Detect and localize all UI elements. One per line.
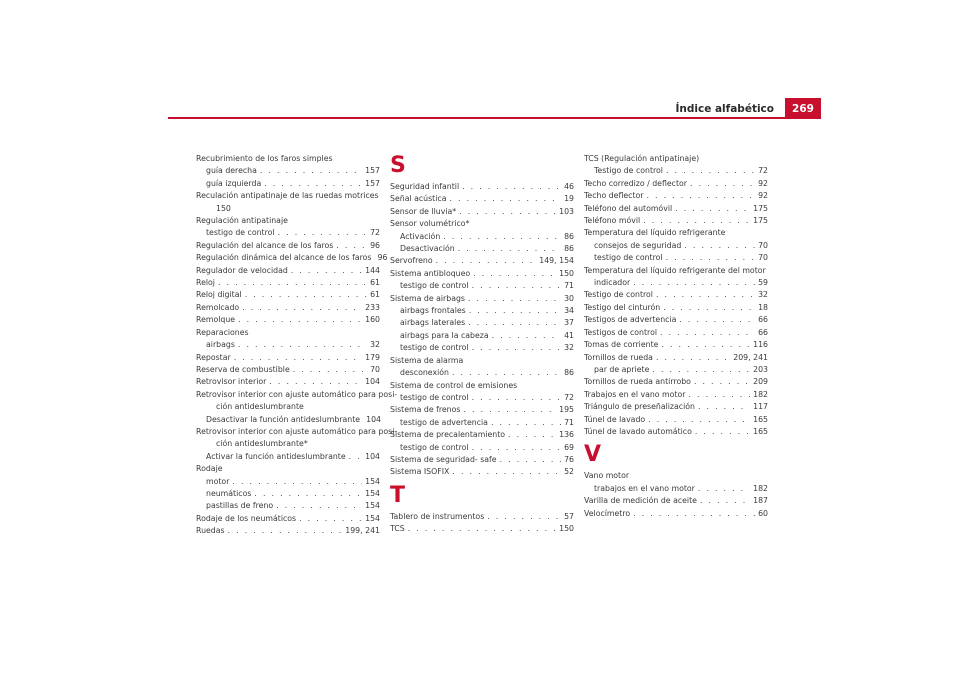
index-entry (584, 426, 768, 438)
leader-dots (473, 268, 556, 280)
index-entry (196, 252, 388, 264)
index-entry-term: testigo de control (594, 253, 663, 263)
index-entry-term: Testigo de control (594, 166, 663, 176)
index-entry (196, 525, 380, 537)
index-entry-term: Sistema de precalentamiento (390, 430, 506, 440)
leader-dots (694, 376, 750, 388)
index-entry-page: 154 (365, 476, 380, 486)
index-entry-term: airbags (206, 340, 235, 350)
index-entry (390, 317, 574, 329)
leader-dots (656, 352, 730, 364)
index-entry-term: Sistema de frenos (390, 405, 461, 415)
index-entry-page: 86 (564, 368, 574, 378)
index-entry (584, 389, 768, 401)
page-number: 269 (785, 98, 821, 118)
index-entry-page: 66 (758, 327, 768, 337)
index-entry: Sistema de alarma (390, 355, 464, 365)
index-entry-term: trabajos en el vano motor (594, 483, 695, 493)
index-entry-page: 209, 241 (733, 352, 768, 362)
index-list-t (390, 511, 574, 536)
index-entry-page: 86 (564, 244, 574, 254)
index-entry-term: Techo deflector (584, 191, 644, 201)
index-entry-term: Varilla de medición de aceite (584, 496, 697, 506)
leader-dots (463, 404, 556, 416)
index-entry-term: Reloj digital (196, 290, 242, 300)
index-entry-page: 144 (365, 265, 380, 275)
index-entry-term: Remolque (196, 315, 236, 325)
index-entry-page: 76 (564, 454, 574, 464)
leader-dots (408, 523, 556, 535)
index-entry (390, 268, 574, 280)
index-entry-term: par de apriete (594, 364, 650, 374)
index-entry-page: 66 (758, 315, 768, 325)
leader-dots (443, 231, 561, 243)
index-entry-page: 86 (564, 231, 574, 241)
index-entry-page: 182 (753, 389, 768, 399)
leader-dots (269, 376, 362, 388)
index-entry (584, 314, 768, 326)
leader-dots (663, 302, 755, 314)
index-entry-page: 18 (758, 302, 768, 312)
index-entry-page: 175 (753, 216, 768, 226)
index-entry-term: Seguridad infantil (390, 182, 460, 191)
index-entry: Rodaje (196, 464, 223, 474)
index-entry-term: Desactivar la función antideslumbrante (206, 414, 361, 424)
index-entry: ción antideslumbrante* (216, 439, 308, 449)
leader-dots (349, 451, 362, 463)
index-entry (390, 511, 574, 523)
index-entry-term: Retrovisor interior (196, 377, 267, 387)
index-entry (196, 513, 380, 525)
index-entry-page: 175 (753, 203, 768, 213)
leader-dots (656, 289, 755, 301)
leader-dots (472, 342, 561, 354)
index-entry (390, 523, 574, 535)
index-entry-page: 34 (564, 306, 574, 316)
index-entry (390, 367, 574, 379)
index-entry (196, 240, 380, 252)
index-entry-term: TCS (390, 524, 405, 534)
index-entry-page: 71 (564, 417, 574, 427)
index-entry-page: 150 (559, 524, 574, 534)
leader-dots (449, 193, 561, 205)
index-entry-term: testigo de control (206, 228, 275, 238)
page-header-title: Índice alfabético (675, 103, 774, 115)
header-rule (168, 117, 821, 119)
index-entry (584, 289, 768, 301)
index-entry: Regulación antipatinaje (196, 216, 288, 226)
index-entry-term: Techo corredizo / deflector (584, 178, 688, 188)
index-entry-term: Testigos de advertencia (584, 315, 677, 325)
leader-dots (276, 500, 362, 512)
index-entry-page: 32 (564, 343, 574, 353)
index-entry-term: Servofreno (390, 256, 433, 266)
index-entry-page: 104 (366, 414, 381, 424)
index-entry (390, 181, 574, 193)
leader-dots (218, 277, 367, 289)
leader-dots (700, 495, 750, 507)
leader-dots (458, 243, 561, 255)
index-entry-page: 69 (564, 442, 574, 452)
index-entry (390, 417, 574, 429)
leader-dots (336, 240, 367, 252)
index-entry (390, 392, 574, 404)
leader-dots (278, 227, 367, 239)
leader-dots (232, 476, 362, 488)
index-entry-page: 70 (758, 240, 768, 250)
index-entry-page: 71 (564, 281, 574, 291)
index-list-v (584, 470, 768, 520)
leader-dots (675, 203, 750, 215)
index-entry (390, 342, 574, 354)
index-entry-page: 41 (564, 330, 574, 340)
leader-dots (468, 317, 561, 329)
index-entry-page: 179 (365, 352, 380, 362)
index-entry-page: 199, 241 (345, 526, 380, 536)
leader-dots (238, 314, 362, 326)
leader-dots (462, 181, 561, 193)
index-entry-page: 70 (758, 253, 768, 263)
leader-dots (666, 252, 755, 264)
index-entry-page: 209 (753, 377, 768, 387)
index-entry-term: motor (206, 476, 230, 486)
index-entry (196, 190, 380, 202)
index-entry-term: Ruedas (196, 526, 225, 536)
index-entry-page: 96 (377, 253, 388, 263)
leader-dots (468, 293, 561, 305)
index-entry-term: guía izquierda (206, 178, 262, 188)
index-entry-page: 92 (758, 191, 768, 201)
leader-dots (469, 305, 561, 317)
index-entry-page: 136 (559, 430, 574, 440)
index-entry (196, 289, 380, 301)
index-entry-term: Teléfono del automóvil (584, 203, 673, 213)
index-entry: Sensor volumétrico* (390, 219, 470, 229)
leader-dots (508, 429, 556, 441)
index-entry: Recubrimiento de los faros simples (196, 154, 333, 163)
index-entry-term: Regulador de velocidad (196, 265, 288, 275)
index-list-s (390, 181, 574, 479)
index-entry-term: testigo de control (400, 442, 469, 452)
index-entry (390, 231, 574, 243)
leader-dots (698, 483, 750, 495)
leader-dots (491, 417, 561, 429)
leader-dots (633, 508, 755, 520)
leader-dots (487, 511, 561, 523)
index-entry-term: Trabajos en el vano motor (584, 389, 686, 399)
index-entry-page: 195 (559, 405, 574, 415)
index-entry (584, 495, 768, 507)
index-entry (196, 314, 380, 326)
index-entry-page: 52 (564, 467, 574, 477)
index-entry-page: 30 (564, 293, 574, 303)
index-entry (390, 255, 574, 267)
index-entry (196, 476, 380, 488)
index-entry-term: Sistema de seguridad- safe (390, 454, 497, 464)
index-entry (196, 352, 380, 364)
leader-dots (643, 215, 750, 227)
index-entry-term: Testigo del cinturón (584, 302, 661, 312)
index-entry-term: Sensor de lluvia* (390, 206, 457, 216)
index-entry-page: 92 (758, 178, 768, 188)
index-entry (584, 508, 768, 520)
index-entry: Temperatura del líquido refrigerante del motor (584, 265, 766, 275)
index-entry (196, 488, 380, 500)
index-entry (390, 206, 574, 218)
index-entry-term: airbags para la cabeza (400, 330, 489, 340)
leader-dots (228, 525, 343, 537)
index-entry (584, 352, 768, 364)
index-entry-page: 57 (564, 511, 574, 521)
index-entry-term: Desactivación (400, 244, 455, 254)
index-entry-term: Reserva de combustible (196, 364, 290, 374)
index-entry (584, 401, 768, 413)
index-entry-term: Triángulo de preseñalización (584, 402, 695, 412)
leader-dots (698, 401, 750, 413)
index-entry (390, 280, 574, 292)
index-entry (196, 414, 380, 426)
index-entry-page: 46 (564, 182, 574, 191)
leader-dots (436, 255, 537, 267)
index-entry-term: Teléfono móvil (584, 216, 641, 226)
index-entry (196, 364, 380, 376)
index-entry-term: Remolcado (196, 302, 240, 312)
index-entry: Temperatura del líquido refrigerante (584, 228, 726, 238)
index-entry-term: Rodaje de los neumáticos (196, 513, 297, 523)
index-entry (196, 500, 380, 512)
index-entry-page: 149, 154 (539, 256, 574, 266)
section-letter-s: S (390, 153, 406, 178)
leader-dots (472, 392, 561, 404)
index-column-2 (390, 153, 574, 536)
index-entry (390, 330, 574, 342)
leader-dots (684, 240, 755, 252)
index-entry-page: 157 (365, 178, 380, 188)
leader-dots (492, 330, 561, 342)
index-entry (196, 265, 380, 277)
index-entry: Reparaciones (196, 327, 249, 337)
index-entry-term: indicador (594, 278, 631, 288)
leader-dots (242, 302, 362, 314)
index-entry (196, 165, 380, 177)
index-entry-term: guía derecha (206, 166, 257, 176)
index-entry (196, 227, 380, 239)
index-entry-term: Testigo de control (584, 290, 653, 300)
index-entry (584, 414, 768, 426)
index-entry: 150 (216, 203, 231, 213)
index-entry (584, 364, 768, 376)
index-entry-term: pastillas de freno (206, 501, 274, 511)
index-entry-page: 72 (370, 228, 380, 238)
index-entry-page: 72 (564, 392, 574, 402)
index-column-3 (584, 153, 768, 520)
index-entry-term: Sistema antibloqueo (390, 268, 471, 278)
index-entry (196, 376, 380, 388)
index-entry-page: 32 (370, 340, 380, 350)
leader-dots (679, 314, 755, 326)
index-entry (584, 252, 768, 264)
index-entry-term: Velocímetro (584, 508, 631, 518)
leader-dots (647, 190, 756, 202)
index-entry-page: 165 (753, 414, 768, 424)
index-entry-page: 117 (753, 402, 768, 412)
index-entry-page: 19 (564, 194, 574, 204)
leader-dots (472, 280, 561, 292)
index-entry (196, 277, 380, 289)
index-entry-term: Regulación del alcance de los faros (196, 240, 334, 250)
leader-dots (690, 178, 755, 190)
index-entry (584, 178, 768, 190)
leader-dots (472, 442, 561, 454)
index-entry (390, 466, 574, 478)
index-entry (196, 451, 380, 463)
index-entry-term: Reloj (196, 278, 215, 288)
index-entry-term: Tomas de corriente (584, 340, 659, 350)
index-entry-term: airbags frontales (400, 306, 466, 316)
index-entry-page: 233 (365, 302, 380, 312)
index-entry (584, 165, 768, 177)
index-entry-term: Activación (400, 231, 441, 241)
index-entry: TCS (Regulación antipatinaje) (584, 154, 700, 163)
index-entry (390, 243, 574, 255)
index-entry-page: 70 (370, 364, 380, 374)
leader-dots (452, 466, 561, 478)
leader-dots (695, 426, 750, 438)
index-entry-term: Túnel de lavado automático (584, 426, 692, 436)
index-entry (584, 302, 768, 314)
leader-dots (452, 367, 561, 379)
index-entry-term: testigo de control (400, 392, 469, 402)
index-entry-term: Túnel de lavado (584, 414, 646, 424)
leader-dots (633, 277, 755, 289)
index-entry-term: Repostar (196, 352, 231, 362)
index-entry-page: 154 (365, 488, 380, 498)
index-entry-page: 154 (365, 513, 380, 523)
index-entry-term: Tornillos de rueda (584, 352, 653, 362)
index-entry: ción antideslumbrante (216, 402, 304, 412)
index-entry (390, 454, 574, 466)
index-entry-page: 103 (559, 206, 574, 216)
leader-dots (661, 339, 750, 351)
index-entry (390, 404, 574, 416)
index-entry (390, 305, 574, 317)
index-entry-term: Señal acústica (390, 194, 447, 204)
index-entry-page: 60 (758, 508, 768, 518)
index-entry-page: 187 (753, 496, 768, 506)
index-entry (584, 339, 768, 351)
index-entry (584, 483, 768, 495)
index-entry-term: consejos de seguridad (594, 240, 682, 250)
index-entry (584, 203, 768, 215)
index-entry-term: Testigos de control (584, 327, 658, 337)
index-entry: Sistema de control de emisiones (390, 380, 518, 390)
index-entry-term: testigo de control (400, 281, 469, 291)
index-entry (390, 293, 574, 305)
index-entry-page: 116 (753, 340, 768, 350)
index-entry (390, 429, 574, 441)
leader-dots (666, 165, 755, 177)
index-entry-term: testigo de advertencia (400, 417, 488, 427)
index-entry-page: 72 (758, 166, 768, 176)
leader-dots (688, 389, 750, 401)
index-entry-term: neumáticos (206, 488, 252, 498)
index-entry-page: 157 (365, 166, 380, 176)
index-entry (584, 277, 768, 289)
index-entry-page: 150 (559, 268, 574, 278)
index-entry-page: 32 (758, 290, 768, 300)
index-entry (196, 302, 380, 314)
leader-dots (234, 352, 362, 364)
leader-dots (254, 488, 362, 500)
index-entry: Retrovisor interior con ajuste automático para posi- (196, 389, 398, 399)
index-entry: Vano motor (584, 471, 630, 481)
leader-dots (293, 364, 367, 376)
index-list-t-cont (584, 153, 768, 438)
index-entry (390, 193, 574, 205)
index-entry (196, 178, 380, 190)
index-entry-term: testigo de control (400, 343, 469, 353)
index-entry-term: Activar la función antideslumbrante (206, 451, 346, 461)
index-entry-page: 165 (753, 426, 768, 436)
section-letter-v: V (584, 442, 602, 468)
leader-dots (299, 513, 362, 525)
index-entry-term: Sistema de airbags (390, 293, 465, 303)
index-entry: Retrovisor interior con ajuste automático para posi- (196, 426, 398, 436)
leader-dots (245, 289, 367, 301)
leader-dots (648, 414, 750, 426)
index-entry (584, 215, 768, 227)
index-entry-page: 61 (370, 290, 380, 300)
index-entry (584, 190, 768, 202)
index-entry (196, 339, 380, 351)
index-entry-term: desconexión (400, 368, 449, 378)
index-entry-page: 104 (365, 451, 380, 461)
section-letter-t: T (390, 482, 406, 508)
leader-dots (260, 165, 362, 177)
index-entry-term: Regulación dinámica del alcance de los faros (196, 253, 372, 263)
leader-dots (652, 364, 750, 376)
leader-dots (238, 339, 367, 351)
index-entry-term: airbags laterales (400, 318, 466, 328)
leader-dots (264, 178, 362, 190)
index-entry-page: 160 (365, 315, 380, 325)
index-entry-page: 104 (365, 377, 380, 387)
leader-dots (291, 265, 362, 277)
index-entry-term: Tablero de instrumentos (390, 511, 485, 521)
index-entry (584, 327, 768, 339)
index-entry (584, 240, 768, 252)
index-entry-page: 59 (758, 278, 768, 288)
leader-dots (660, 327, 755, 339)
index-entry (584, 376, 768, 388)
index-entry-page: 203 (753, 364, 768, 374)
index-entry-page: 61 (370, 278, 380, 288)
index-entry-page: 96 (370, 240, 380, 250)
leader-dots (500, 454, 561, 466)
index-entry-term: Reculación antipatinaje de las ruedas motrices (196, 191, 379, 201)
index-entry-term: Sistema ISOFIX (390, 467, 450, 477)
index-entry-page: 182 (753, 483, 768, 493)
index-entry-page: 37 (564, 318, 574, 328)
index-entry-page: 154 (365, 501, 380, 511)
index-entry-term: Tornillos de rueda antirrobo (584, 377, 691, 387)
index-entry (390, 442, 574, 454)
leader-dots (459, 206, 556, 218)
